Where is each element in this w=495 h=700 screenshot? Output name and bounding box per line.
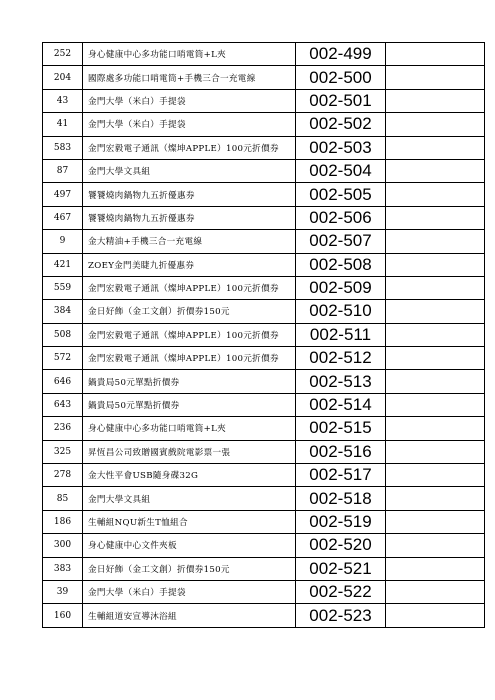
entry-number: 384 [43,300,83,323]
prize-item: 身心健康中心文件夾板 [83,534,296,557]
blank-cell [386,604,485,627]
entry-number: 325 [43,440,83,463]
prize-item: 金門宏毅電子通訊（燦坤APPLE）100元折價券 [83,136,296,159]
ticket-code: 002-519 [296,510,386,533]
blank-cell [386,206,485,229]
ticket-code: 002-512 [296,347,386,370]
ticket-code: 002-523 [296,604,386,627]
blank-cell [386,440,485,463]
table-row [43,276,485,299]
table-row [43,300,485,323]
entry-number: 383 [43,557,83,580]
entry-number: 421 [43,253,83,276]
blank-cell [386,276,485,299]
table-row [43,253,485,276]
blank-cell [386,323,485,346]
entry-number: 467 [43,206,83,229]
blank-cell [386,89,485,112]
blank-cell [386,534,485,557]
blank-cell [386,370,485,393]
ticket-code: 002-520 [296,534,386,557]
entry-number: 278 [43,464,83,487]
entry-number: 300 [43,534,83,557]
blank-cell [386,347,485,370]
ticket-code: 002-509 [296,276,386,299]
ticket-code: 002-501 [296,89,386,112]
entry-number: 497 [43,183,83,206]
blank-cell [386,113,485,136]
ticket-code: 002-510 [296,300,386,323]
entry-number: 186 [43,510,83,533]
prize-item: 金門大學（米白）手提袋 [83,113,296,136]
ticket-code: 002-502 [296,113,386,136]
prize-item: 饕饕燒肉鍋物九五折優惠券 [83,206,296,229]
entry-number: 646 [43,370,83,393]
blank-cell [386,136,485,159]
blank-cell [386,43,485,66]
entry-number: 643 [43,393,83,416]
ticket-code: 002-517 [296,464,386,487]
prize-item: 身心健康中心多功能口哨電筒+L夾 [83,43,296,66]
prize-item: 饕饕燒肉鍋物九五折優惠券 [83,183,296,206]
ticket-code: 002-511 [296,323,386,346]
entry-number: 85 [43,487,83,510]
prize-item: 金大精油+手機三合一充電線 [83,230,296,253]
blank-cell [386,253,485,276]
blank-cell [386,300,485,323]
table-row [43,580,485,603]
ticket-code: 002-499 [296,43,386,66]
ticket-code: 002-503 [296,136,386,159]
blank-cell [386,183,485,206]
table-row [43,487,485,510]
table-row [43,510,485,533]
blank-cell [386,464,485,487]
entry-number: 43 [43,89,83,112]
ticket-code: 002-500 [296,66,386,89]
table-row [43,557,485,580]
ticket-code: 002-514 [296,393,386,416]
table-row [43,534,485,557]
blank-cell [386,417,485,440]
table-row [43,393,485,416]
table-row [43,464,485,487]
table-row [43,66,485,89]
ticket-code: 002-522 [296,580,386,603]
prize-item: 生輔組NQU新生T恤組合 [83,510,296,533]
prize-item: 金大性平會USB隨身碟32G [83,464,296,487]
ticket-code: 002-521 [296,557,386,580]
entry-number: 160 [43,604,83,627]
ticket-code: 002-505 [296,183,386,206]
prize-table [42,42,485,628]
entry-number: 508 [43,323,83,346]
table-row [43,230,485,253]
ticket-code: 002-508 [296,253,386,276]
prize-item: 鍋貴局50元單點折價券 [83,370,296,393]
prize-item: 金門宏毅電子通訊（燦坤APPLE）100元折價券 [83,276,296,299]
table-row [43,89,485,112]
prize-item: 鍋貴局50元單點折價券 [83,393,296,416]
blank-cell [386,580,485,603]
table-row [43,604,485,627]
prize-item: 金門大學（米白）手提袋 [83,580,296,603]
entry-number: 41 [43,113,83,136]
prize-item: 金門大學文具組 [83,487,296,510]
table-row [43,43,485,66]
table-row [43,206,485,229]
ticket-code: 002-507 [296,230,386,253]
prize-item: 昇恆昌公司致贈國賓戲院電影票一張 [83,440,296,463]
prize-item: 國際處多功能口哨電筒+手機三合一充電線 [83,66,296,89]
prize-item: 金門大學文具組 [83,159,296,182]
prize-item: 身心健康中心多功能口哨電筒+L夾 [83,417,296,440]
ticket-code: 002-518 [296,487,386,510]
table-row [43,323,485,346]
table-row [43,370,485,393]
blank-cell [386,487,485,510]
table-row [43,417,485,440]
entry-number: 583 [43,136,83,159]
prize-item: 生輔組道安宣導沐浴組 [83,604,296,627]
table-row [43,183,485,206]
entry-number: 9 [43,230,83,253]
table-row [43,440,485,463]
prize-item: 金日好飾（金工文創）折價券150元 [83,557,296,580]
prize-item: 金日好飾（金工文創）折價券150元 [83,300,296,323]
ticket-code: 002-515 [296,417,386,440]
blank-cell [386,159,485,182]
blank-cell [386,510,485,533]
table-row [43,159,485,182]
prize-item: 金門大學（米白）手提袋 [83,89,296,112]
entry-number: 204 [43,66,83,89]
ticket-code: 002-506 [296,206,386,229]
prize-item: 金門宏毅電子通訊（燦坤APPLE）100元折價券 [83,323,296,346]
entry-number: 39 [43,580,83,603]
entry-number: 87 [43,159,83,182]
table-row [43,113,485,136]
entry-number: 252 [43,43,83,66]
prize-item: 金門宏毅電子通訊（燦坤APPLE）100元折價券 [83,347,296,370]
ticket-code: 002-513 [296,370,386,393]
ticket-code: 002-516 [296,440,386,463]
blank-cell [386,557,485,580]
ticket-code: 002-504 [296,159,386,182]
entry-number: 559 [43,276,83,299]
blank-cell [386,393,485,416]
prize-item: ZOEY金門美睫九折優惠券 [83,253,296,276]
blank-cell [386,66,485,89]
table-row [43,136,485,159]
entry-number: 236 [43,417,83,440]
prize-table-body [43,43,485,628]
blank-cell [386,230,485,253]
entry-number: 572 [43,347,83,370]
table-row [43,347,485,370]
